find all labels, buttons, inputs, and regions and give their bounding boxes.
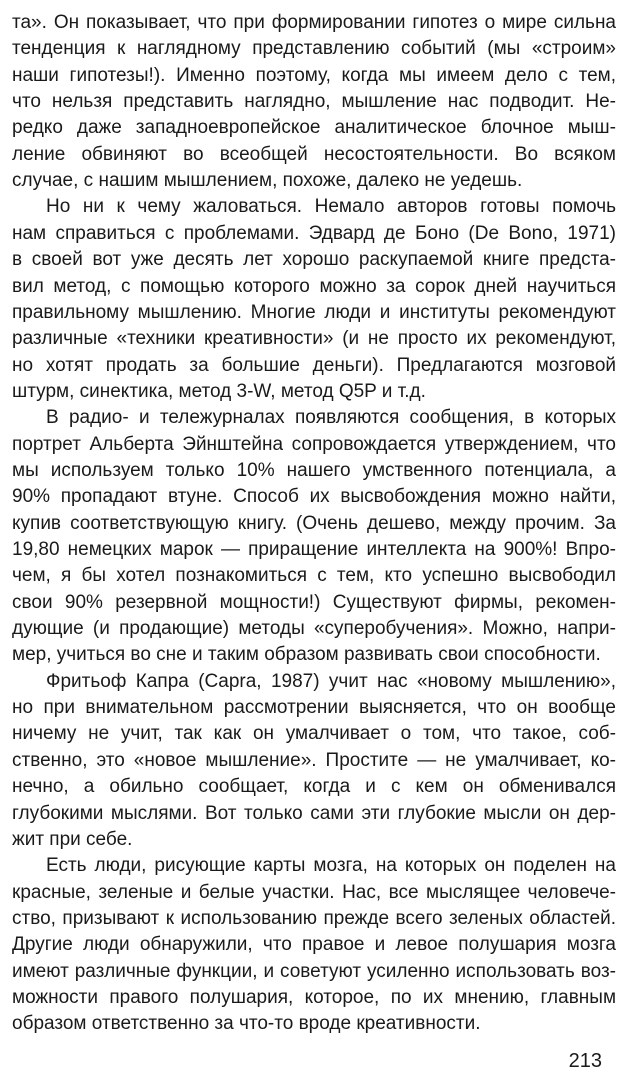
text-line: портрет Альберта Эйнштейна сопровождается утверждением, что	[12, 433, 616, 455]
text-line: случае, с нашим мышлением, похоже, далеко не уедешь.	[12, 170, 523, 192]
text-line: 90% пропадают втуне. Способ их высвобождения можно найти,	[12, 486, 616, 508]
text-line: В радио- и тележурналах появляются сообщения, в которых	[46, 407, 616, 429]
text-line: Но ни к чему жаловаться. Немало авторов готовы помочь	[46, 196, 616, 218]
text-line: но хотят продать за большие деньги). Предлагаются мозговой	[12, 354, 616, 376]
text-line: чем, я бы хотел познакомиться с тем, кто успешно высвободил	[12, 565, 616, 587]
text-line: ство, призывают к использованию прежде всего зеленых областей.	[12, 907, 616, 929]
text-line: но при внимательном рассмотрении выясняется, что он вообще	[12, 697, 616, 719]
page-number: 213	[568, 1050, 602, 1072]
text-line: тенденция к наглядному представлению событий (мы «строим»	[12, 38, 616, 60]
text-line: ление обвиняют во всеобщей несостоятельности. Во всяком	[12, 143, 616, 165]
text-line: можности правого полушария, которое, по их мнению, главным	[12, 986, 616, 1008]
book-page	[12, 4, 616, 1088]
text-line: редко даже западноевропейское аналитическое блочное мыш-	[12, 117, 616, 139]
text-line: нечно, а обильно сообщает, когда и с кем он обменивался	[12, 776, 616, 798]
text-line: различные «техники креативности» (и не просто их рекомендуют,	[12, 328, 616, 350]
text-line: правильному мышлению. Многие люди и институты рекомендуют	[12, 301, 616, 323]
text-line: наши гипотезы!). Именно поэтому, когда мы имеем дело с тем,	[12, 64, 616, 86]
text-line: Другие люди обнаружили, что правое и левое полушария мозга	[12, 934, 616, 956]
text-line: глубокими мыслями. Вот только сами эти глубокие мысли он дер-	[12, 802, 616, 824]
text-line: нам справиться с проблемами. Эдвард де Боно (De Bono, 1971)	[12, 222, 616, 244]
text-line: та». Он показывает, что при формировании гипотез о мире сильна	[12, 12, 616, 33]
text-line: в своей вот уже десять лет хорошо раскупаемой книге предста-	[12, 249, 616, 271]
text-line: Есть люди, рисующие карты мозга, на которых он поделен на	[46, 855, 616, 877]
text-line: штурм, синектика, метод 3-W, метод Q5P и т.д.	[12, 380, 426, 402]
text-line: ничему не учит, так как он умалчивает о том, что такое, соб-	[12, 723, 616, 745]
text-line: дующие (и продающие) методы «суперобучения». Можно, напри-	[12, 618, 616, 640]
text-line: мер, учиться во сне и таким образом развивать свои способности.	[12, 644, 601, 666]
text-line: 19,80 немецких марок — приращение интеллекта на 900%! Впро-	[12, 539, 616, 560]
text-line: мы используем только 10% нашего умственного потенциала, а	[12, 459, 616, 481]
text-line: купив соответствующую книгу. (Очень дешево, между прочим. За	[12, 512, 616, 534]
text-line: жит при себе.	[12, 828, 133, 850]
text-line: ственно, это «новое мышление». Простите — не умалчивает, ко-	[12, 749, 616, 771]
text-line: что нельзя представить наглядно, мышление нас подводит. Не-	[12, 91, 616, 113]
text-line: вил метод, с помощью которого можно за сорок дней научиться	[12, 275, 616, 297]
text-line: красные, зеленые и белые участки. Нас, все мыслящее человече-	[12, 881, 616, 903]
text-line: образом ответственно за что-то вроде креативности.	[12, 1013, 481, 1035]
text-line: Фритьоф Капра (Capra, 1987) учит нас «новому мышлению»,	[46, 670, 616, 692]
text-line: имеют различные функции, и советуют усиленно использовать воз-	[12, 960, 616, 982]
text-line: свои 90% резервной мощности!) Существуют фирмы, рекомен-	[12, 591, 616, 613]
